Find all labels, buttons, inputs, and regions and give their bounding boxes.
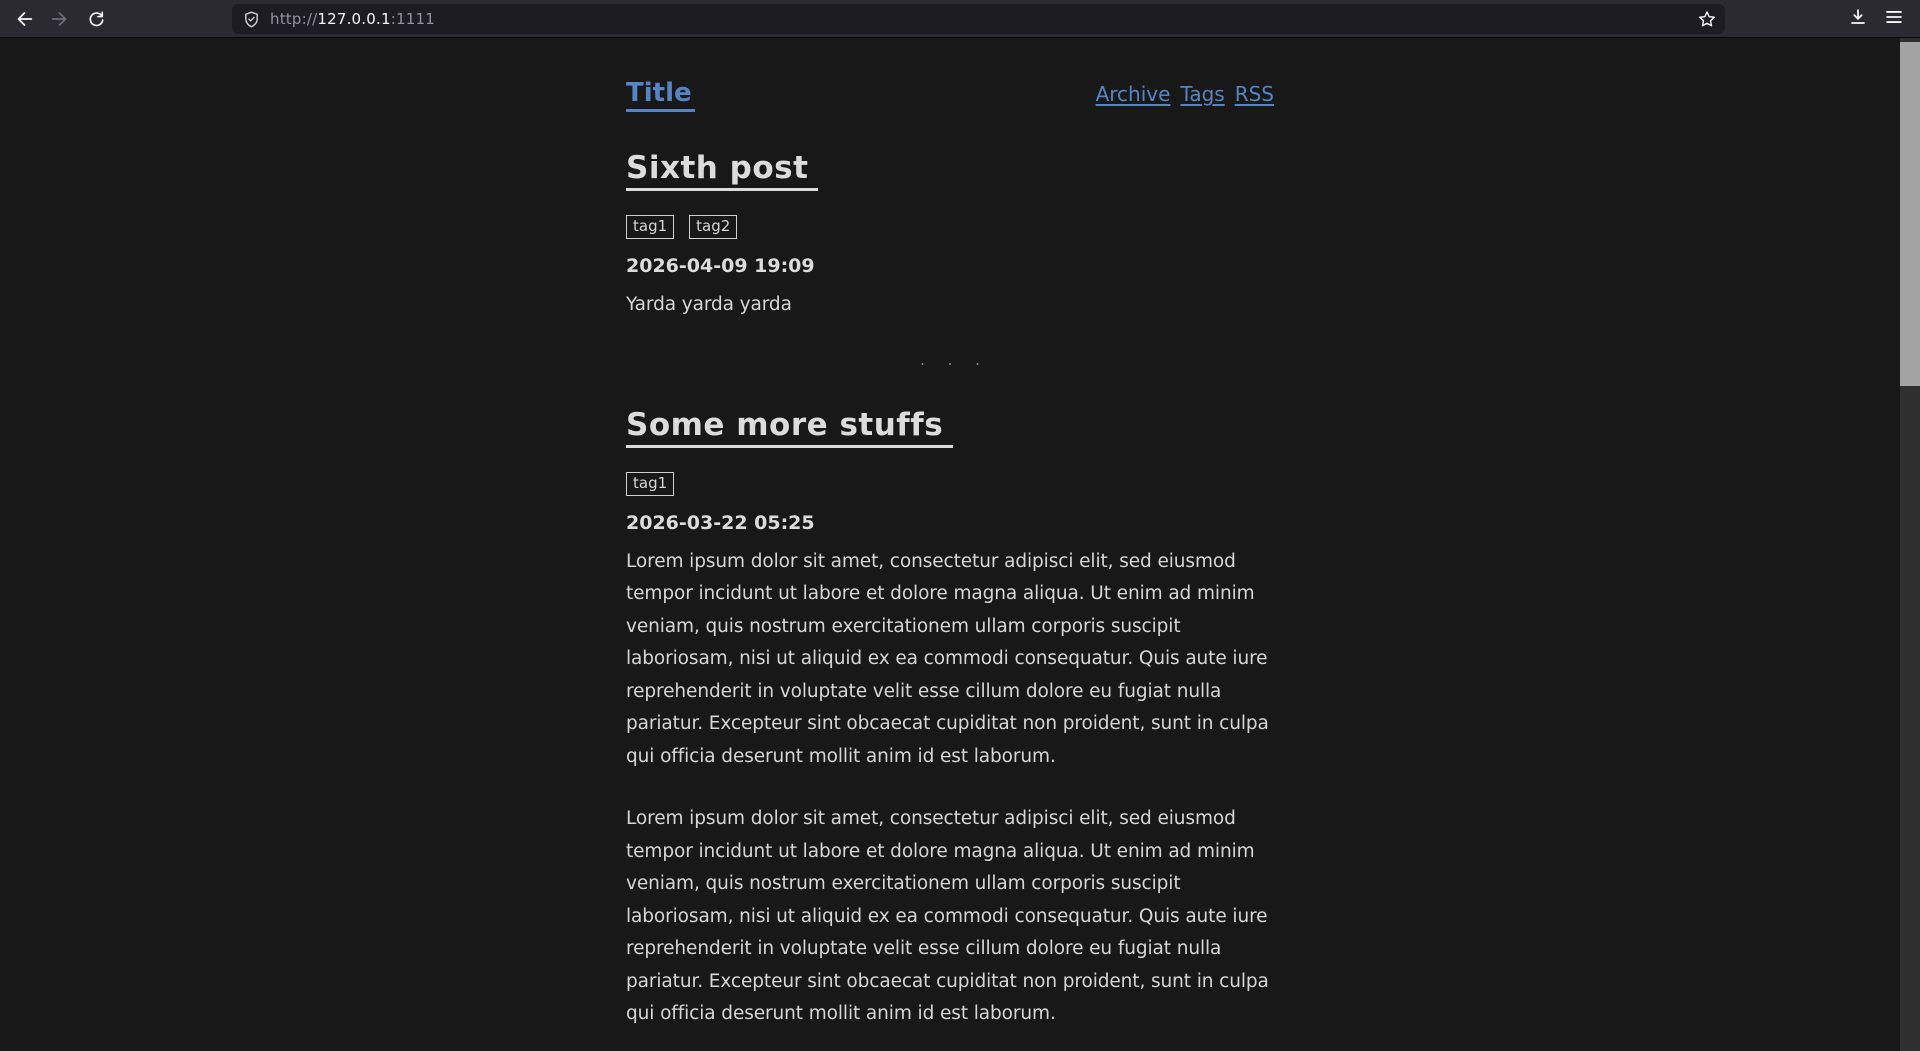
bookmark-star-button[interactable]	[1695, 7, 1719, 31]
menu-button[interactable]	[1879, 4, 1909, 34]
page-viewport	[0, 38, 1920, 1051]
url-scheme: http://	[270, 10, 318, 28]
nav-link-rss[interactable]: RSS	[1234, 82, 1274, 106]
shield-permissions-icon[interactable]	[242, 10, 261, 29]
reload-icon	[86, 9, 107, 30]
post-paragraph: Yarda yarda yarda	[626, 293, 792, 315]
forward-icon	[49, 8, 71, 30]
back-icon	[13, 8, 35, 30]
tag-link[interactable]: tag1	[626, 215, 674, 239]
download-icon	[1847, 6, 1869, 32]
url-port: :1111	[390, 10, 435, 28]
post-tags	[626, 472, 1274, 496]
nav-link-tags[interactable]: Tags	[1180, 82, 1225, 106]
post-title-link[interactable]: Sixth post	[626, 150, 818, 191]
url-bar[interactable]	[232, 4, 1725, 34]
scrollbar-thumb[interactable]	[1900, 42, 1920, 386]
post-some-more-stuffs	[626, 407, 1274, 1031]
forward-button[interactable]	[45, 4, 75, 34]
site-nav	[1096, 82, 1274, 106]
downloads-button[interactable]	[1843, 4, 1873, 34]
post-date: 2026-03-22 05:25	[626, 511, 815, 534]
post-body	[626, 289, 1274, 322]
site-header	[626, 78, 1274, 112]
post-separator: . . .	[920, 351, 989, 369]
scrollbar-track[interactable]	[1900, 38, 1920, 1051]
post-date: 2026-04-09 19:09	[626, 254, 815, 277]
back-button[interactable]	[9, 4, 39, 34]
browser-toolbar	[0, 0, 1920, 38]
site-title-link[interactable]: Title	[626, 78, 695, 112]
tag-link[interactable]: tag2	[689, 215, 737, 239]
post-tags	[626, 215, 1274, 239]
url-text	[270, 10, 435, 28]
post-paragraph: Lorem ipsum dolor sit amet, consectetur adipisci elit, sed eiusmod tempor incidunt ut labore et dolore magna aliqua. Ut enim ad minim veniam, quis nostrum exercitationem ullam corporis suscipit laboriosam, nisi ut aliquid ex ea commodi consequatur. Quis aute iure reprehenderit in voluptate velit esse cillum dolore eu fugiat nulla pariatur. Excepteur sint obcaecat cupiditat non proident, sunt in culpa qui officia deserunt mollit anim id est laborum.	[626, 550, 1269, 767]
post-body	[626, 546, 1274, 1031]
hamburger-menu-icon	[1883, 6, 1905, 32]
url-host: 127.0.0.1	[317, 10, 391, 28]
tag-link[interactable]: tag1	[626, 472, 674, 496]
post-paragraph: Lorem ipsum dolor sit amet, consectetur adipisci elit, sed eiusmod tempor incidunt ut labore et dolore magna aliqua. Ut enim ad minim veniam, quis nostrum exercitationem ullam corporis suscipit laboriosam, nisi ut aliquid ex ea commodi consequatur. Quis aute iure reprehenderit in voluptate velit esse cillum dolore eu fugiat nulla pariatur. Excepteur sint obcaecat cupiditat non proident, sunt in culpa qui officia deserunt mollit anim id est laborum.	[626, 808, 1269, 1024]
reload-button[interactable]	[81, 4, 111, 34]
post-sixth-post	[626, 150, 1274, 321]
post-title-link[interactable]: Some more stuffs	[626, 407, 953, 448]
nav-link-archive[interactable]: Archive	[1095, 82, 1171, 106]
